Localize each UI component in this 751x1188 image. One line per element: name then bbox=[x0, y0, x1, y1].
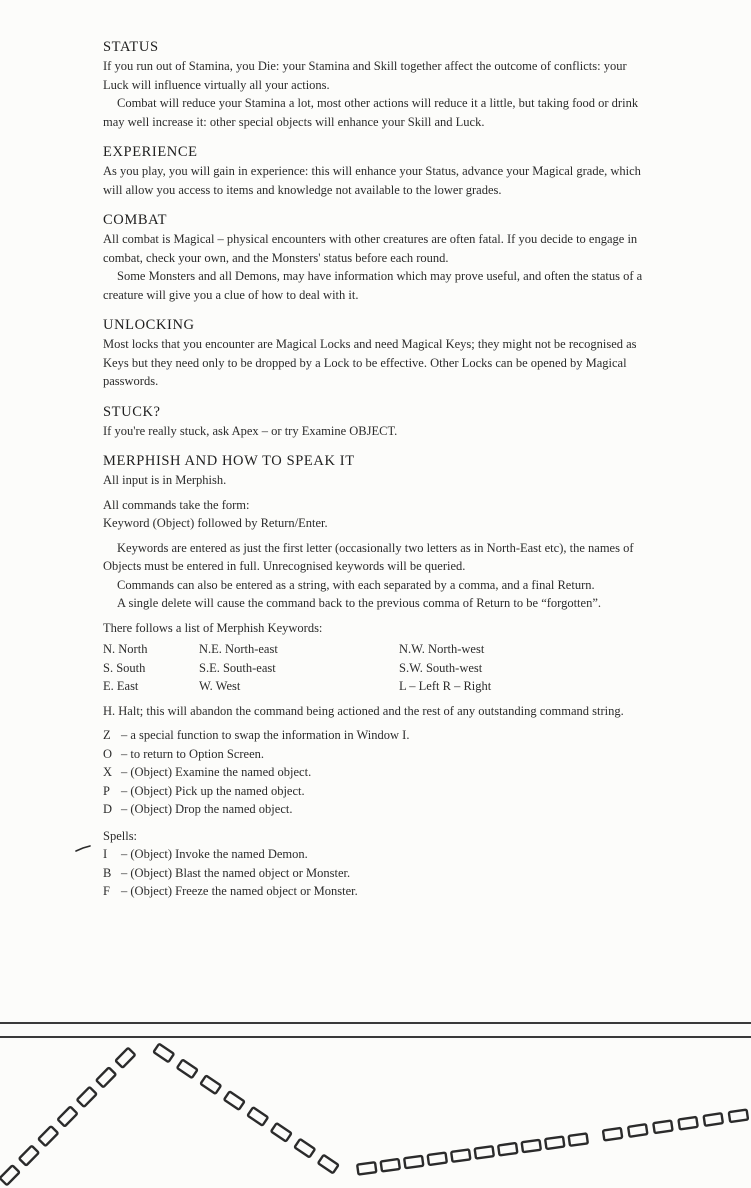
keyword-cell: N. North bbox=[103, 642, 148, 656]
combat-heading: COMBAT bbox=[103, 212, 168, 228]
experience-heading: EXPERIENCE bbox=[103, 144, 198, 160]
chain-link bbox=[19, 1146, 39, 1166]
chain-link bbox=[96, 1067, 116, 1087]
spell-text: – (Object) Invoke the named Demon. bbox=[121, 847, 308, 861]
spells-label: Spells: bbox=[103, 828, 138, 843]
chain-link bbox=[153, 1044, 174, 1062]
chain-link bbox=[58, 1107, 78, 1127]
stuck-paragraph-1: If you're really stuck, ask Apex – or try Examine OBJECT. bbox=[103, 423, 398, 438]
chain-link bbox=[404, 1156, 423, 1168]
keyword-cell: L – Left R – Right bbox=[399, 679, 492, 693]
chain-link bbox=[451, 1149, 470, 1161]
chain-link bbox=[475, 1146, 494, 1158]
chain-link bbox=[653, 1121, 672, 1133]
combat-paragraph-2: Some Monsters and all Demons, may have information which may prove useful, and often the status of a creature will give you a clue of how to deal with it. bbox=[103, 269, 643, 302]
status-paragraph-1: If you run out of Stamina, you Die: your Stamina and Skill together affect the outcome of conflicts: your Luck will influence virtually all your actions. bbox=[103, 59, 627, 92]
command-key: Z bbox=[103, 728, 111, 742]
combat-paragraph-1: All combat is Magical – physical encounters with other creatures are often fatal. If you decide to engage in combat, check your own, and the Monsters' status before each round. bbox=[103, 232, 638, 265]
chain-link bbox=[522, 1140, 541, 1152]
command-key: X bbox=[103, 765, 113, 779]
chain-link bbox=[247, 1107, 268, 1125]
chain-link bbox=[200, 1076, 221, 1094]
halt-description: H. Halt; this will abandon the command being actioned and the rest of any outstanding command string. bbox=[103, 703, 624, 718]
chain-link bbox=[704, 1113, 723, 1125]
keyword-cell: S. South bbox=[103, 660, 146, 675]
keyword-cell: S.E. South-east bbox=[199, 660, 276, 675]
chain-link bbox=[38, 1126, 58, 1146]
chain-link bbox=[729, 1110, 748, 1122]
chain-link bbox=[628, 1124, 647, 1136]
spell-key: F bbox=[103, 884, 110, 898]
command-text: – (Object) Drop the named object. bbox=[121, 802, 293, 816]
command-text: – (Object) Examine the named object. bbox=[121, 765, 312, 779]
merphish-heading: MERPHISH AND HOW TO SPEAK IT bbox=[103, 453, 355, 469]
spell-key: B bbox=[103, 865, 112, 880]
chain-link bbox=[115, 1048, 135, 1068]
chain-link bbox=[357, 1162, 376, 1174]
command-key: D bbox=[103, 802, 113, 816]
chain-link bbox=[271, 1123, 292, 1141]
unlocking-paragraph-1: Most locks that you encounter are Magical Locks and need Magical Keys; they might not be recognised as Keys but they need only to be dropped by a Lock to be effective. Other Locks can be opened by Magical passwords. bbox=[103, 337, 637, 388]
stuck-heading: STUCK? bbox=[103, 403, 161, 420]
chain-link bbox=[294, 1139, 315, 1157]
keyword-cell: S.W. South-west bbox=[399, 660, 483, 675]
experience-paragraph-1: As you play, you will gain in experience: this will enhance your Status, advance your Magical grade, which will allow you access to items and knowledge not available to the lower grades. bbox=[103, 164, 641, 197]
keyword-cell: N.E. North-east bbox=[199, 642, 278, 656]
unlocking-heading: UNLOCKING bbox=[103, 317, 195, 333]
merphish-paragraph-7: There follows a list of Merphish Keywords: bbox=[103, 620, 323, 635]
chain-link bbox=[177, 1060, 198, 1078]
merphish-paragraph-1: All input is in Merphish. bbox=[103, 473, 227, 487]
keyword-cell: N.W. North-west bbox=[399, 642, 485, 656]
chain-link bbox=[498, 1143, 517, 1155]
spell-text: – (Object) Freeze the named object or Monster. bbox=[121, 884, 358, 898]
chain-link bbox=[77, 1087, 97, 1107]
keyword-cell: W. West bbox=[199, 679, 241, 693]
status-heading: STATUS bbox=[103, 39, 159, 55]
chain-link bbox=[678, 1117, 697, 1129]
spell-key: I bbox=[103, 847, 108, 861]
chain-link bbox=[545, 1137, 564, 1149]
merphish-paragraph-4: Keywords are entered as just the first letter (occasionally two letters as in North-East etc), the names of Objects must be entered in full. Unrecognised keywords will be queried. bbox=[103, 540, 634, 573]
spell-text: – (Object) Blast the named object or Monster. bbox=[121, 865, 351, 880]
keyword-cell: E. East bbox=[103, 679, 139, 693]
command-text: – a special function to swap the information in Window I. bbox=[121, 728, 410, 742]
command-text: – (Object) Pick up the named object. bbox=[121, 783, 305, 798]
command-key: O bbox=[103, 746, 113, 761]
merphish-paragraph-6: A single delete will cause the command back to the previous comma of Return to be “forgotten”. bbox=[117, 596, 602, 610]
chain-link bbox=[603, 1128, 622, 1140]
chain-link bbox=[0, 1165, 20, 1185]
chain-link bbox=[569, 1133, 588, 1145]
merphish-paragraph-5: Commands can also be entered as a string, with each separated by a comma, and a final Return. bbox=[117, 577, 595, 592]
chain-link bbox=[224, 1091, 245, 1109]
chain-link bbox=[381, 1159, 400, 1171]
status-paragraph-2: Combat will reduce your Stamina a lot, most other actions will reduce it a little, but taking food or drink may well increase it: other special objects will enhance your Skill and Luck. bbox=[103, 96, 639, 129]
command-key: P bbox=[103, 783, 110, 798]
chain-link bbox=[318, 1155, 339, 1173]
merphish-paragraph-3: Keyword (Object) followed by Return/Enter. bbox=[103, 516, 328, 530]
merphish-paragraph-2: All commands take the form: bbox=[103, 497, 250, 512]
chain-link bbox=[428, 1153, 447, 1165]
command-text: – to return to Option Screen. bbox=[121, 746, 265, 761]
